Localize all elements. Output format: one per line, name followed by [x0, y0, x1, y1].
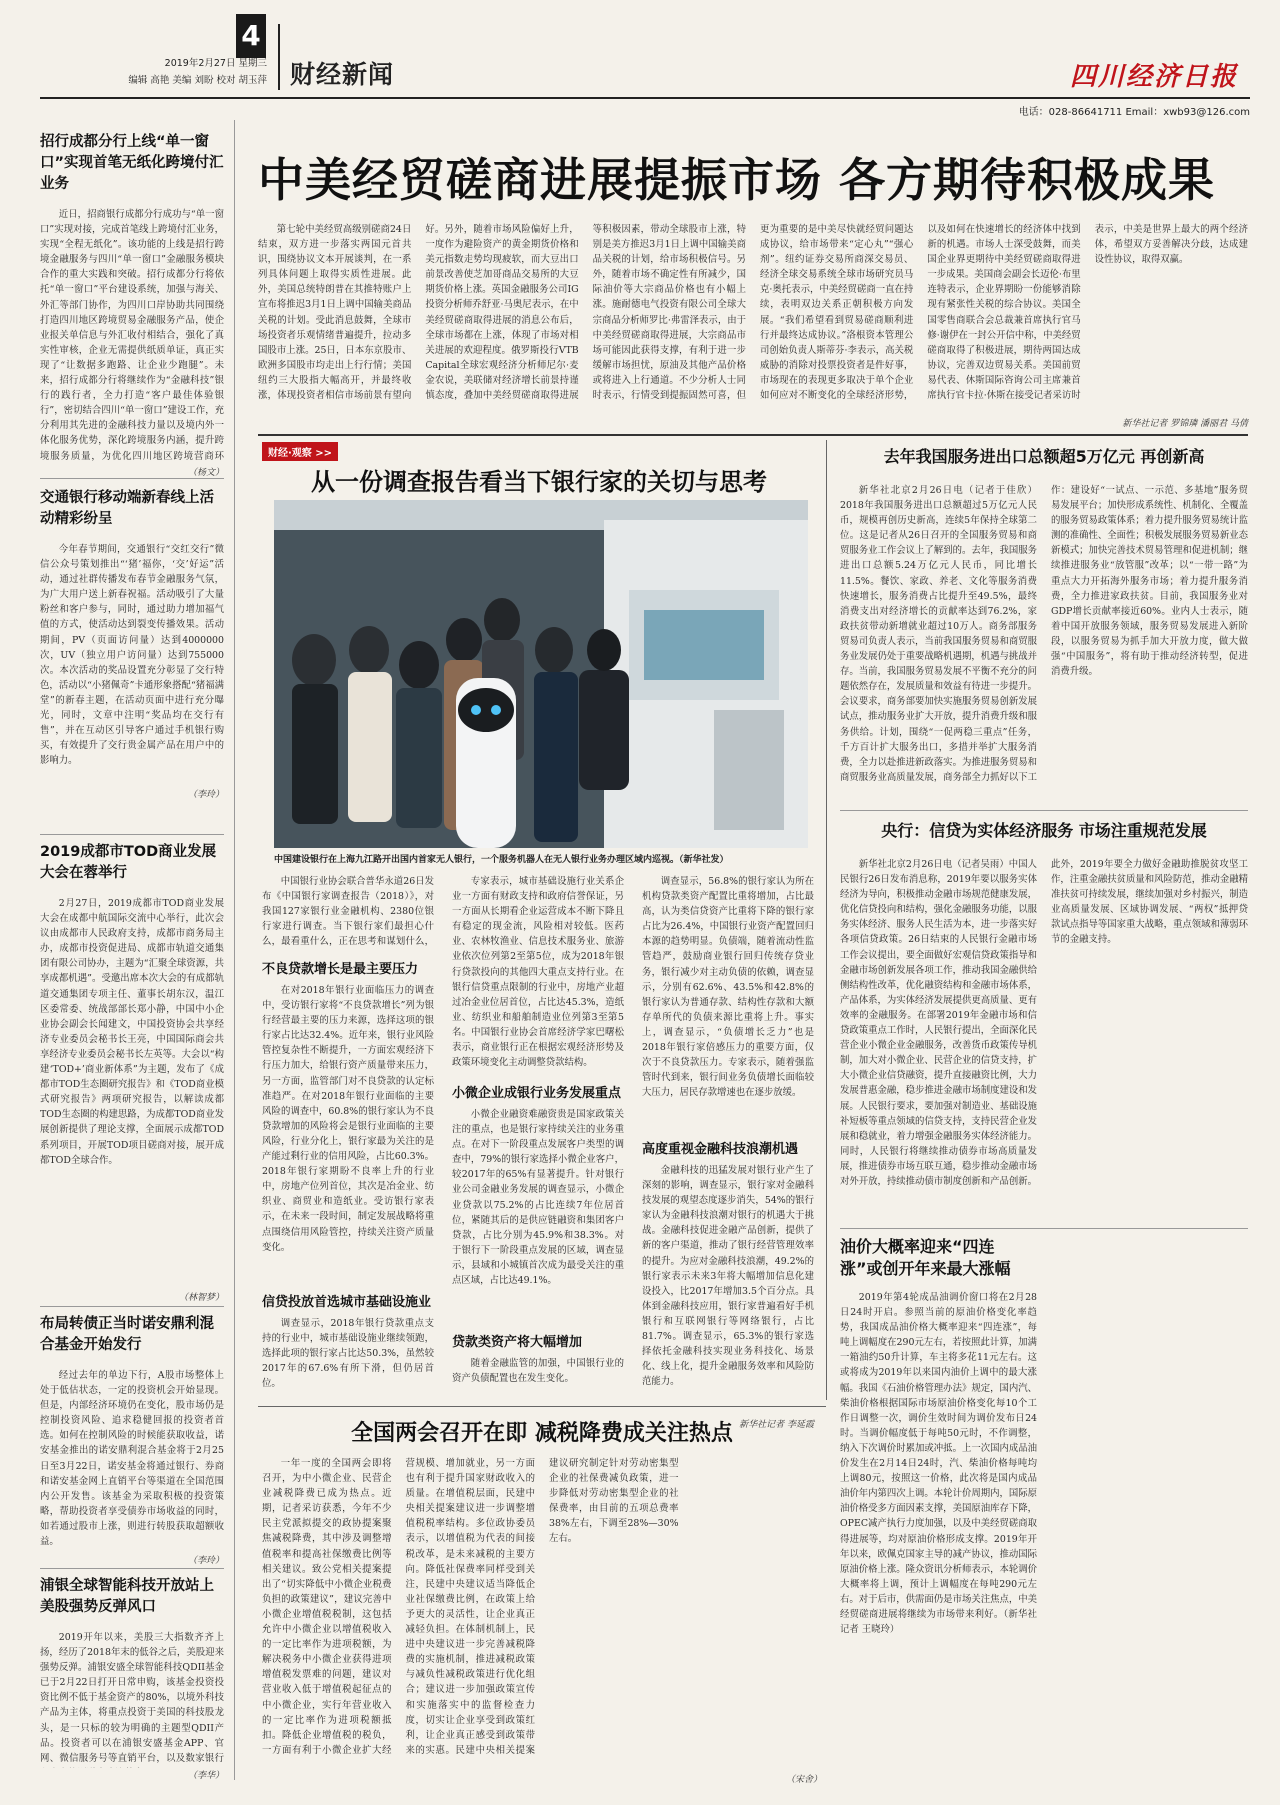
left-article-text: 今年春节期间，交通银行“交红交行”微信公众号策划推出“‘猪’福你，‘交’好运”活动，通过社群传播发布春节金融服务气氛，为广大用户送上新春祝福。活动吸引了大量粉丝和客户参与，同时，通过助力增加福气值的方式，使活动达到裂变传播效果。活动期间，PV（页面访问量）达到4000000次，UV（独立用户访问量）达到755000次。本次活动的奖品设置充分彰显了交行特色，活动以“小猪佩奇”卡通形象搭配“猪福满堂”的新春主题，在活动页面中进行充分曝光，同时，文章中注明“奖品均在交行有售”，并在互动区引导客户通过手机银行购买，有效提升了交行贵金属产品在用户中的影响力。: [40, 544, 224, 767]
bottom-headline: 全国两会召开在即 减税降费成关注热点: [351, 1420, 733, 1446]
feature-photo: [274, 500, 808, 848]
masthead-divider: [278, 24, 280, 90]
left-article-title: 布局转债正当时诺安鼎利混合基金开始发行: [40, 1316, 214, 1353]
feature-subhead: 贷款类资产将大幅增加: [452, 1335, 583, 1350]
feature-column-2: [452, 874, 624, 1416]
left-article-4: [40, 1314, 224, 1566]
bottom-feature-body: [262, 1456, 822, 1768]
left-article-3: [40, 842, 224, 1303]
right-article-title: 油价大概率迎来“四连涨”或创开年来最大涨幅: [840, 1237, 1011, 1278]
left-article-text: 2019开年以来，美股三大指数齐齐上扬，经历了2018年末的低谷之后，美股迎来强势反弹。浦银安盛全球智能科技QDII基金已于2月22日打开日常申购，该基金投资投资比例不低于基金资产的80%，以境外科技产品为主体，将重点投资于美国的科技股龙头，是一只标的较为明确的主题型QDII产品。投资者可以在浦银安盛基金APP、官网、微信服务号等直销平台，以及数家银行: [40, 1632, 224, 1764]
section-rule: [258, 434, 1248, 436]
page-number-box: [236, 14, 266, 58]
left-article-title: 2019成都市TOD商业发展大会在蓉举行: [40, 844, 217, 881]
left-article-byline: （杨文）: [187, 468, 224, 478]
feature-right-divider: [826, 440, 827, 1400]
left-article-text: 经过去年的单边下行，A股市场整体上处于低估状态，一定的投资机会开始显现。但是，内部经济环境仍在变化，股市场仍是控制投资风险、追求稳健回报的投资者首选。如何在控制风险的时候能获取收益，诺安基金推出的诺安鼎利混合基金将于2月25日至3月22日，诺安基金将通过银行、券商和诺安基金网上直销平台等渠道在全国范围内公开发售。该基金为采取积极的投资策略，帮助投资者享受债券市场收益的同时，如若通过股市上涨，则进行转股获取超额收益。: [40, 1370, 224, 1548]
right-article-title: 去年我国服务进出口总额超5万亿元 再创新高: [883, 447, 1205, 466]
feature-column-1: [262, 874, 434, 1406]
right-article-1: [840, 444, 1248, 787]
feature-column-3: [642, 874, 814, 1430]
bank-robot-photo: [274, 500, 808, 848]
feature-text: 调查显示，2018年银行贷款重点支持的行业中，城市基础设施业继续领跑，选择此项的银行家占比达50.3%，虽然较2017年的67.6%有所下滑，但仍居首位。: [262, 1318, 434, 1390]
feature-byline: 新华社记者 李延霞: [739, 1420, 814, 1430]
right-article-2: [840, 818, 1248, 1202]
page-number: 4: [241, 19, 261, 52]
right-article-3: [840, 1236, 1248, 1788]
left-article-byline: （李华）: [187, 1771, 224, 1781]
right-article-text: 新华社北京2月26日电（记者吴雨）中国人民银行26日发布消息称，2019年要以服务实体经济为导向，积极推动金融市场规范健康发展，优化信贷投向和结构，强化金融服务功能，以服务实体经济、服务人民生活为本，进一步落实好各项信贷政策。26日结束的人民银行金融市场工作会议提出，要全面做好宏观信贷政策指导和金融市场创新发展各项工作，推动我国金融供给侧结构性改革，优化融资结构和金融市场体系，产品体系，为实体经济发展提供更高质量、更有效率的金融服务。在部署2019年金融市场和信贷政策重点工作时，人民银行提出，全面深化民营企业小微企业金融服务，改善货币政策传导机制，加大对小微企业、民营企业的信贷支持，扩大小微企业信贷融资，提升直接融资比例，大力发展普惠金融，稳步推进金融市场制度建设和发展。人民银行要求，要加强对制造业、基础设施补短板等重点领域的信贷支持，支持民营企业发展和稳就业，着力增强金融服务实体经济能力。同时，人民银行将继续推动债券市场高质量发展，推进债券市场互联互通，稳步推动金融市场对外开放，持续推动债市制度创新和产品创新。此外，2019年要全力做好金融助推脱贫攻坚工作，注重金融扶贫质量和风险防范，推动金融精准扶贫可持续发展，继续加强对乡村振兴，制造业高质量发展、区域协调发展、“两权”抵押贷款试点指导等国家重大战略，重点领域和薄弱环节的金融支持。: [840, 859, 1248, 1187]
left-article-title: 浦银全球智能科技开放站上美股强势反弹风口: [40, 1578, 214, 1615]
left-divider: [40, 1306, 224, 1307]
left-divider: [40, 1568, 224, 1569]
main-article-body: [258, 222, 1248, 414]
left-column-divider: [234, 120, 235, 1780]
right-divider: [840, 810, 1248, 811]
feature-subhead: 高度重视金融科技浪潮机遇: [642, 1142, 799, 1157]
right-article-text: 新华社北京2月26日电（记者于佳欣）2018年我国服务进出口总额超过5万亿元人民币，规模再创历史新高，连续5年保持全球第二位。这是记者从26日召开的全国服务贸易和商贸服务业工作会议上了解到的。去年，我国服务进出口总额5.24万亿元人民币，同比增长11.5%。餐饮、家政、养老、文化等服务消费快速增长，服务消费占比提升至49.5%，最终消费支出对经济增长的贡献率达到76.2%，家政扶贫带动新增就业超过10万人。商务部服务贸易司负责人表示，当前我国服务贸易和商贸服务业发展仍处于重要战略机遇期，机遇与挑战并存。当前，我国服务贸易发展不平衡不充分的问题依然存在，发展质量和效益有待进一步提升。会议要求，商务部要加快实施服务贸易创新发展试点，推动服务业扩大开放，提升消费升级和服务供给。计划，围绕“一促两稳三重点”任务，千方百计扩大服务出口，多措并举扩大服务消费，全力以赴推进新政落实。为推进服务贸易和商贸服务业高质量发展，商务部全力抓好以下工作：建设好“一试点、一示范、多基地”服务贸易发展平台；加快形成系统性、机制化、全覆盖的服务贸易政策体系；着力提升服务贸易统计监测的准确性、全面性；积极发展服务贸易新业态新模式；加快完善技术贸易管理和促进机制；继续推进服务业“放管服”改革；以“一带一路”为重点大力开拓海外服务市场；着力提升服务消费，全力推进家政扶贫。目前，我国服务业对GDP增长贡献率接近60%。业内人士表示，随着中国开放服务领域，服务贸易发展进入新阶段，以服务贸易为抓手加大开放力度，做大做强“中国服务”，将有助于推动经济转型，促进消费升级。: [840, 485, 1248, 783]
feature-text: 专家表示，城市基础设施行业关系企业一方面有财政支持和政府信誉保证，另一方面从长期看企业运营成本不断下降且有稳定的现金流，风险相对较低。医药业、农林牧渔业、信息技术服务业、旅游业依次位列第2至第5位，成为2018年银行贷款投向的其他四大重点支持行业。在银行信贷重点限制的行业中，房地产业超过冶金业位居首位，占比达45.3%，造纸业、纺织业和船舶制造业位列第3至第5名。中国银行业协会首席经济学家巴曙松表示，商业银行正在根据宏观经济形势及政策环境变化主动调整贷款结构。: [452, 876, 624, 1069]
feature-text: 小微企业融资难融资贵是国家政策关注的重点，也是银行家持续关注的业务重点。在对下一阶段重点发展客户类型的调查中，79%的银行家选择小微企业客户，较2017年的65%有显著提升。针对银行业公司金融业务发展的调查显示，小微企业贷款以75.2%的占比连续7年位居首位，紧随其后的是供应链融资和集团客户贷款，占比分别为45.9%和38.3%。对于银行下一阶段重点发展的区域，调查显示，县域和小城镇首次成为最受关注的重点区域，占比达49.1%。: [452, 1109, 624, 1287]
left-article-2: [40, 488, 224, 800]
left-divider: [40, 834, 224, 835]
feature-text: 中国银行业协会联合普华永道26日发布《中国银行家调查报告（2018）》，对我国127家银行业金融机构、2380位银行家进行调查。当下银行家们最担心什么，最看重什么，正在思考和谋划什么，: [262, 876, 434, 948]
editors-line: 编辑 高艳 美编 刘盼 校对 胡玉萍: [128, 75, 267, 86]
main-article-text: 第七轮中美经贸高级别磋商24日结束，双方进一步落实两国元首共识，围绕协议文本开展谈判，在一系列具体问题上取得实质性进展。此外，美国总统特朗普在其推特账户上宣布将推迟3月1日上调中国输美商品关税的计划。受此消息鼓舞，全球市场投资者乐观情绪普遍提升，拉动多国股市上涨。25日，日本东京股市、欧洲多国股市均走出上行行情；美国纽约三大股指大幅高开，并最终收涨，体现投资者相信市场前景有望向好。另外，随着市场风险偏好上升，一度作为避险资产的黄金期货价格和美元指数走势均现疲软，而大豆出口前景改善使芝加哥商品交易所的大豆期货价格上涨。英国金融服务公司IG投资分析师乔舒亚·马奥尼表示，在中美经贸磋商取得进展的消息公布后，全球市场都在上涨，体现了市场对相关进展的欢迎程度。俄罗斯投行VTB Capital全球宏观经济分析师尼尔·麦金农说，美联储对经济增长前景持谨慎态度，叠加中美经贸磋商取得进展等积极因素，带动全球股市上涨，特别是美方推迟3月1日上调中国输美商品关税的计划，给市场积极信号。另外，随着市场不确定性有所减少，国际油价等大宗商品价格也有小幅上涨。施耐德电气投资有限公司全球大宗商品分析师罗比·弗雷泽表示，由于中美经贸磋商取得进展，大宗商品市场可能因此获得支撑，有利于进一步缓解市场担忧，原油及其他产品价格或将进入上行通道。不少分析人士同时表示，行情受到提振固然可喜，但更为重要的是中美尽快就经贸问题达成协议，给市场带来“定心丸”“强心剂”。纽约证券交易所商深交易员、经济全球交易系统全球市场研究员马克·奥托表示，中美经贸磋商一直在持续，表明双边关系正朝积极方向发展。“我们希望看到贸易磋商顺利进行并最终达成协议。”洛根资本管理公司创始负责人斯蒂芬·李表示，高关税威胁的消除对投票投资者是件好事，市场现在的表现更多取决于单个企业如何应对不断变化的全球经济形势，以及如何在快速增长的经济体中找到新的机遇。市场人士深受鼓舞，而美国企业界更期待中美经贸磋商取得进一步成果。美国商会副会长迈伦·布里连特表示，企业界期盼一份能够消除现有紧张性关税的综合协议。美国全国零售商联合会总裁兼首席执行官马修·谢伊在一封公开信中称，中美经贸磋商取得了积极进展，期待两国达成协议，完善双边贸易关系。美国前贸易代表、休斯国际咨询公司主席兼首席执行官卡拉·休斯在接受记者采访时表示，中美是世界上最大的两个经济体，希望双方妥善解决分歧，达成建设性协议，取得双赢。: [258, 224, 1248, 402]
left-article-byline: （林智梦）: [178, 1293, 224, 1303]
section-title: 财经新闻: [290, 60, 395, 89]
photo-caption: 中国建设银行在上海九江路开出国内首家无人银行，一个服务机器人在无人银行业务办理区域内巡视。（新华社发）: [274, 855, 729, 865]
feature-headline: 从一份调查报告看当下银行家的关切与思考: [311, 467, 767, 496]
left-article-text: 近日，招商银行成都分行成功与“单一窗口”实现对接，完成首笔线上跨境付汇业务，实现“全程无纸化”。该功能的上线是招行跨境金融服务与四川“单一窗口”金融服务模块合作的重大实践和突破。招行成都分行将依托“单一窗口”平台建设系统，加强与海关、外汇等部门协作，为四川口岸协助共同围绕打造四川地区跨境贸易金融服务产品，使企业报关单信息与外汇收付相结合，强化了真实性审核，企业无需提供纸质单证，真正实现了“让数据多跑路、让企业少跑腿”。未来，招行成都分行将继续作为“金融科技”银行的践行者，全力打造“客户最佳体验银行”，密切结合四川“单一窗口”建设工作，充分利用其先进的金融科技力量以及境内外一体化服务优势，深化跨境服务内涵，提升跨境服务质量，为优化四川地区跨境营商环: [40, 209, 224, 462]
bottom-feature-byline: （宋舍）: [785, 1775, 822, 1785]
feature-subhead: 小微企业成银行业务发展重点: [452, 1086, 622, 1101]
main-article-byline: 新华社记者 罗锦璘 潘丽君 马倩: [1122, 419, 1248, 429]
left-article-title: 交通银行移动端新春线上活动精彩纷呈: [40, 490, 214, 527]
feature-tag: 财经·观察 >>: [262, 442, 338, 461]
feature-text: 随着金融监管的加强，中国银行业的资产负债配置也在发生变化。: [452, 1358, 624, 1385]
left-article-byline: （李玲）: [187, 790, 224, 800]
feature-subhead: 不良贷款增长是最主要压力: [262, 962, 419, 977]
left-article-5: [40, 1576, 224, 1781]
left-article-title: 招行成都分行上线“单一窗口”实现首笔无纸化跨境付汇业务: [40, 134, 224, 192]
right-article-title: 央行：信贷为实体经济服务 市场注重规范发展: [881, 821, 1207, 840]
left-article-text: 2月27日，2019成都市TOD商业发展大会在成都中航国际交流中心举行，此次会议由成都市人民政府支持，成都市商务局主办，成都市投资促进局、成都市轨道交通集团有限公司协办，主题为“汇聚全球资源，共享成都机遇”。受邀出席本次大会的有成都轨道交通集团专项主任、董事长胡东汉，温江区委常委、统战部部长郑小静，中国中小企业协会副会长闻建文，中国投资协会共享经济专业委员会秘书长王亮，中国国际商会共享经济专业委员会秘书长左英等。大会以“构建‘TOD+’商业新体系”为主题，发布了《成都市TOD生态圈研究报告》和《TOD商业模式研究报告》两项研究报告，以解读成都TOD生态圈的构建思路，为成都TOD商业发展创新提供了理论支撑，全面展示成都TOD系列项目，开展TOD项目磋商对接，展开成都TOD全球合作。: [40, 898, 224, 1166]
right-article-text: 2019年第4轮成品油调价窗口将在2月28日24时开启。参照当前的原油价格变化率趋势，我国成品油价格大概率迎来“四连涨”，每吨上调幅度在290元左右，若按照此计算，加满一箱油约50升计算，车主将多花11元左右。这或将成为2019年以来国内油价上调中的最大涨幅。我国《石油价格管理办法》规定，国内汽、柴油价格根据国际市场原油价格变化每10个工作日调整一次，调价生效时间为调价发布日24时。当调价幅度低于每吨50元时，不作调整，纳入下次调价时累加或冲抵。上一次国内成品油价发生在2月14日24时，汽、柴油价格每吨均上调80元，按照这一价格，此次将是国内成品油价年内第四次上调。本轮计价周期内，国际原油价格受多方面因素支撑，美国原油库存下降，OPEC减产执行力度加强，以及中美经贸磋商取得进展等，均对原油价格形成支撑。2019年开年以来，欧佩克国家主导的减产协议，推动国际原油价格上涨。隆众资讯分析师表示，本轮调价大概率将上调，预计上调幅度在每吨290元左右。对于后市，供需面仍是市场关注焦点，中美经贸磋商进展将继续为市场带来利好。（新华社记者 王晓玲）: [840, 1292, 1037, 1636]
feature-subhead: 信贷投放首选城市基础设施业: [262, 1295, 432, 1310]
left-divider: [40, 478, 224, 479]
left-article-1: [40, 132, 224, 478]
bottom-feature-text: 一年一度的全国两会即将召开，为中小微企业、民营企业减税降费已成为热点。近期，记者采访获悉，今年不少民主党派拟提交的政协提案聚焦减税降费，其中涉及调整增值税率和提高社保缴费比例等相关建议。致公党相关提案提出了“切实降低中小微企业税费负担的政策建议”，建议完善中小微企业增值税税制，这包括允许中小微企业以增值税收入的一定比率作为进项税额，为解决税务中小微企业获得进项增值税发票难的问题，建议对营业收入低于增值税起征点的中小微企业，实行年营业收入的一定比率作为进项税额抵扣。降低企业增值税的税负，一方面有利于小微企业扩大经营规模、增加就业，另一方面也有利于提升国家财政收入的质量。在增值税层面，民建中央相关提案建议进一步调整增值税税率结构。多位政协委员表示，以增值税为代表的间接税改革，是未来减税的主要方向。降低社保费率同样受到关注，民建中央建议适当降低企业社保缴费比例，在政策上给予更大的灵活性，让企业真正减轻负担。在体制机制上，民进中央建议进一步完善减税降费的实施机制，推进减税政策与减负性减税政策进行优化组合；建议进一步加强政策宣传和实施落实中的监督检查力度，切实让企业享受到政策红利，让企业真正感受到政策带来的实惠。民建中央相关提案建议研究制定针对劳动密集型企业的社保费减负政策，进一步降低对劳动密集型企业的社保费率，由目前的五项总费率38%左右，下调至28%—30%左右。: [262, 1458, 679, 1756]
paper-logo: 四川经济日报: [1070, 62, 1239, 92]
masthead-rule: [40, 97, 1250, 99]
contact-line: 电话：028-86641711 Email：xwb93@126.com: [1018, 107, 1250, 118]
feature-text: 调查显示，56.8%的银行家认为所在机构贷款类资产配置比重将增加，占比最高，认为类信贷资产比重将下降的银行家占比为26.4%，中国银行业资产配置回归本源的趋势明显。负债端，随着流动性监管趋严，鼓励商业银行回归传统存贷业务，银行减少对主动负债的依赖，调查显示，分别有62.6%、43.5%和42.8%的银行家认为普通存款、结构性存款和大额存单所代的负债来源比重将上升。事实上，调查显示，“负债增长乏力”也是2018年银行家倍感压力的重要方面，仅次于不良贷款压力。专家表示，随着强监管时代到来，银行间业务负债增长面临较大压力，居民存款增速也在逐步放缓。: [642, 876, 814, 1099]
left-article-byline: （李玲）: [187, 1556, 224, 1566]
bottom-divider: [258, 1406, 826, 1407]
right-divider: [840, 1228, 1248, 1229]
main-headline: 中美经贸磋商进展提振市场 各方期待积极成果: [258, 153, 1216, 207]
date-line: 2019年2月27日 星期三: [164, 58, 267, 69]
feature-text: 金融科技的迅猛发展对银行业产生了深刻的影响，调查显示，银行家对金融科技发展的观望态度逐步消失，54%的银行家认为金融科技浪潮对银行的机遇大于挑战。金融科技促进金融产品创新，提供了新的客户渠道，推动了银行经营管理效率的提升。为应对金融科技浪潮，49.2%的银行家表示未来3年将大幅增加信息化建设投入，比2017年增加3.5个百分点。具体到金融科技应用，银行家普遍看好手机银行和互联网银行等网络银行，占比81.7%。调查显示，65.3%的银行家选择依托金融科技实现业务科技化、场景化、线上化，提升金融服务效率和风险防范能力。: [642, 1165, 814, 1388]
feature-text: 在对2018年银行业面临压力的调查中，受访银行家将“不良贷款增长”列为银行经营最主要的压力来源，选择这项的银行家占比达32.4%。近年来，银行业风险管控复杂性不断提升，一方面宏观经济下行压力加大，给银行资产质量带来压力，另一方面，监管部门对不良贷款的认定标准趋严。在对2018年银行业面临的主要风险的调查中，60.8%的银行家认为不良贷款增加的风险将会是银行业面临的主要风险，行业分化上，银行家最为关注的是产能过剩行业的信用风险，占比60.3%。2018年银行家期盼不良率上升的行业中，房地产位列首位，其次是冶金业、纺织业、商贸业和造纸业。受访银行家表示，在未来一段时间，制定发展战略将重点围绕信用风险管控，持续关注资产质量变化。: [262, 985, 434, 1253]
